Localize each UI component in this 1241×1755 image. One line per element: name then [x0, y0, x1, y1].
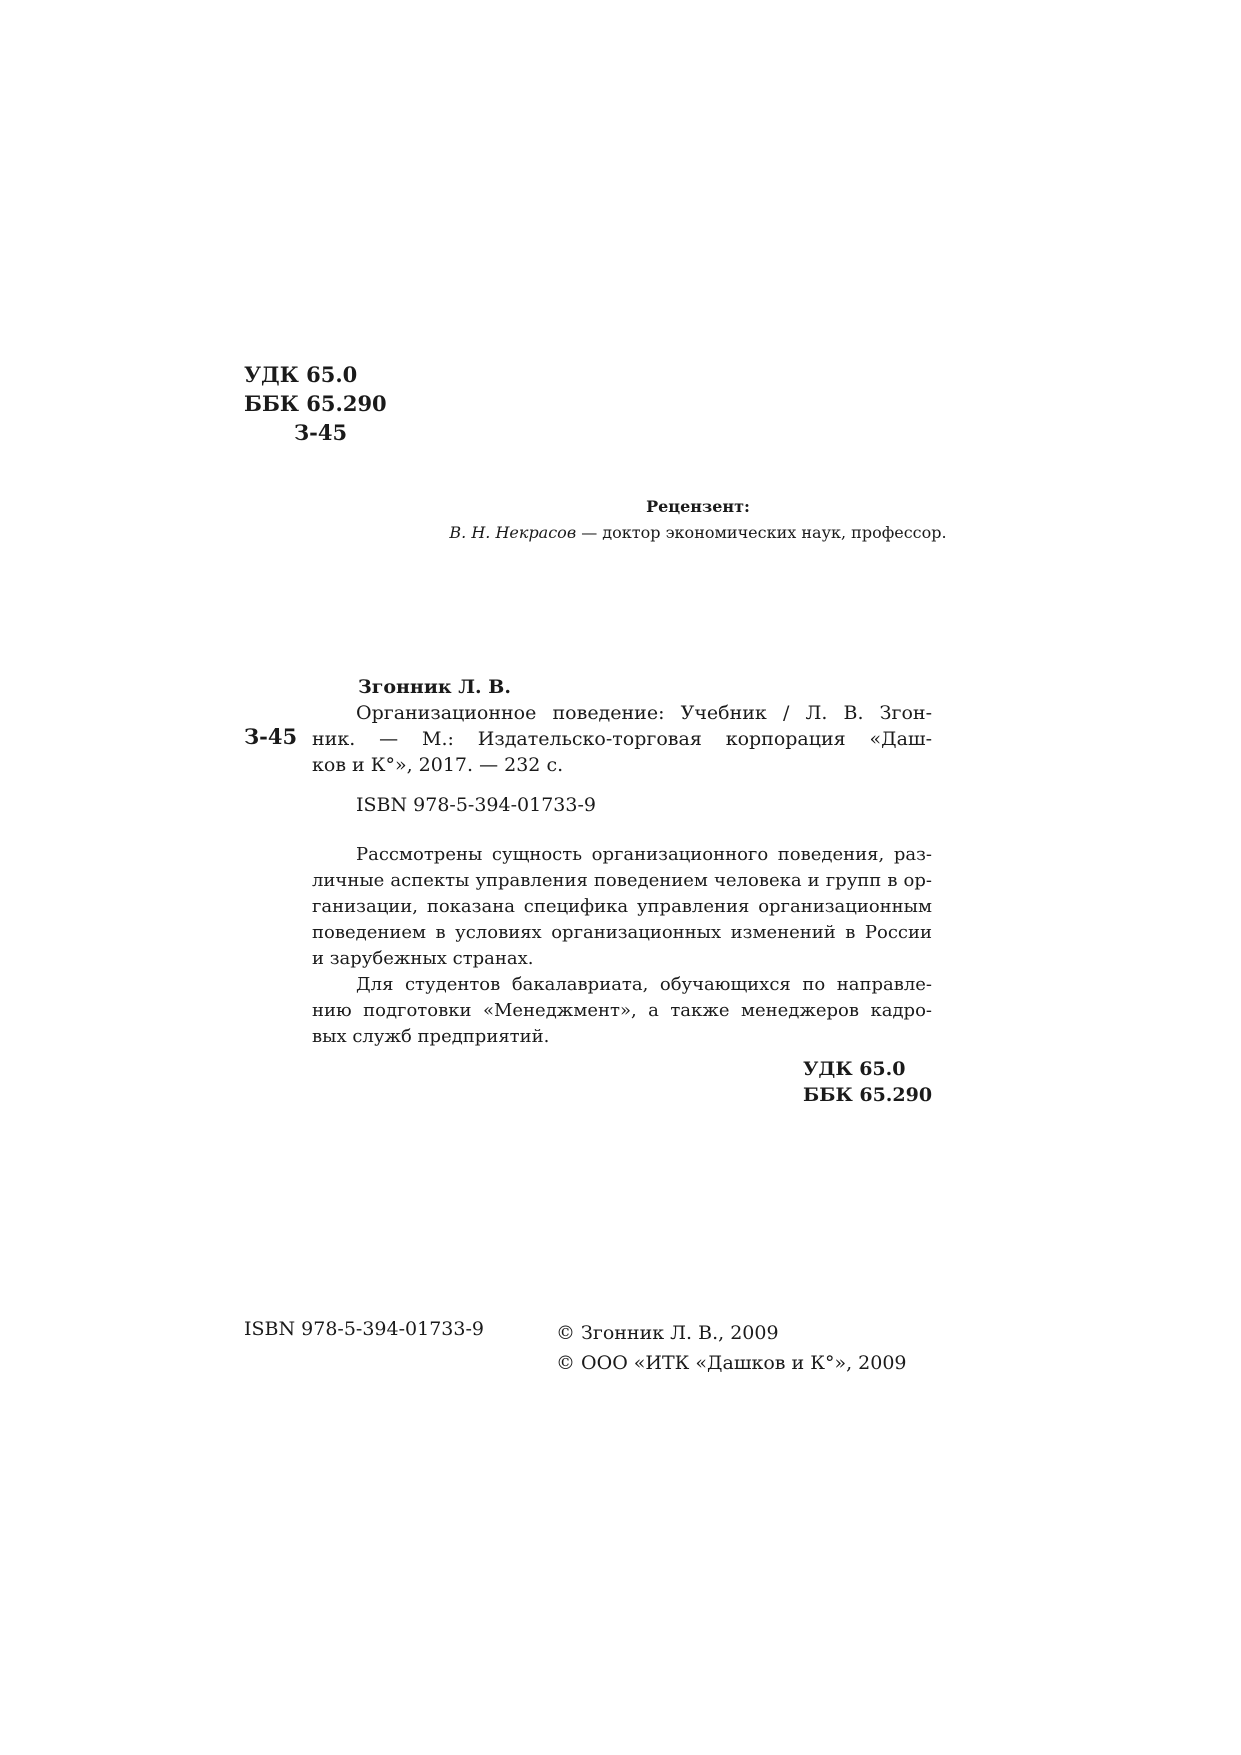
- bbk-code: ББК 65.290: [803, 1084, 933, 1106]
- bibliographic-record: [312, 674, 932, 1050]
- biblio-line-3: ков и К°», 2017. — 232 с.: [312, 754, 564, 776]
- annotation-line: личные аспекты управления поведением человека и групп в ор-: [312, 870, 932, 891]
- footer-isbn: ISBN 978-5-394-01733-9: [244, 1318, 484, 1340]
- biblio-line-1: Организационное поведение: Учебник / Л. В. Згон-: [356, 702, 932, 724]
- reviewer-name: В. Н. Некрасов: [449, 523, 577, 542]
- annotation-line: поведением в условиях организационных изменений в России: [312, 922, 932, 943]
- annotation-paragraph-2: [312, 972, 932, 1050]
- annotation-line: вых служб предприятий.: [312, 1026, 550, 1047]
- udk-code: УДК 65.0: [244, 362, 358, 387]
- annotation-line: и зарубежных странах.: [312, 948, 534, 969]
- reviewer-title: Рецензент:: [646, 497, 750, 516]
- classification-block-right: [803, 1056, 932, 1108]
- author-mark: З-45: [294, 420, 348, 445]
- copyright-notices: [556, 1318, 907, 1378]
- annotation-line: ганизации, показана специфика управления организационным: [312, 896, 932, 917]
- reviewer-line: [240, 520, 1156, 546]
- author-heading: Згонник Л. В.: [358, 676, 511, 698]
- udk-code: УДК 65.0: [803, 1058, 906, 1080]
- isbn-record: ISBN 978-5-394-01733-9: [356, 794, 596, 816]
- classification-block-top: [244, 360, 387, 447]
- copyright-author: © Згонник Л. В., 2009: [556, 1322, 779, 1344]
- bbk-code: ББК 65.290: [244, 391, 387, 416]
- reviewer-block: [240, 494, 1156, 546]
- side-author-mark: З-45: [244, 724, 298, 749]
- annotation-line: нию подготовки «Менеджмент», а также менеджеров кадро-: [312, 1000, 932, 1021]
- biblio-line-2: ник. — М.: Издательско-торговая корпорация «Даш-: [312, 728, 932, 750]
- copyright-publisher: © ООО «ИТК «Дашков и К°», 2009: [556, 1352, 907, 1374]
- annotation-paragraph-1: [312, 842, 932, 972]
- reviewer-description: — доктор экономических наук, профессор.: [576, 523, 947, 542]
- annotation-line: Рассмотрены сущность организационного поведения, раз-: [356, 844, 932, 865]
- annotation-line: Для студентов бакалавриата, обучающихся по направле-: [356, 974, 932, 995]
